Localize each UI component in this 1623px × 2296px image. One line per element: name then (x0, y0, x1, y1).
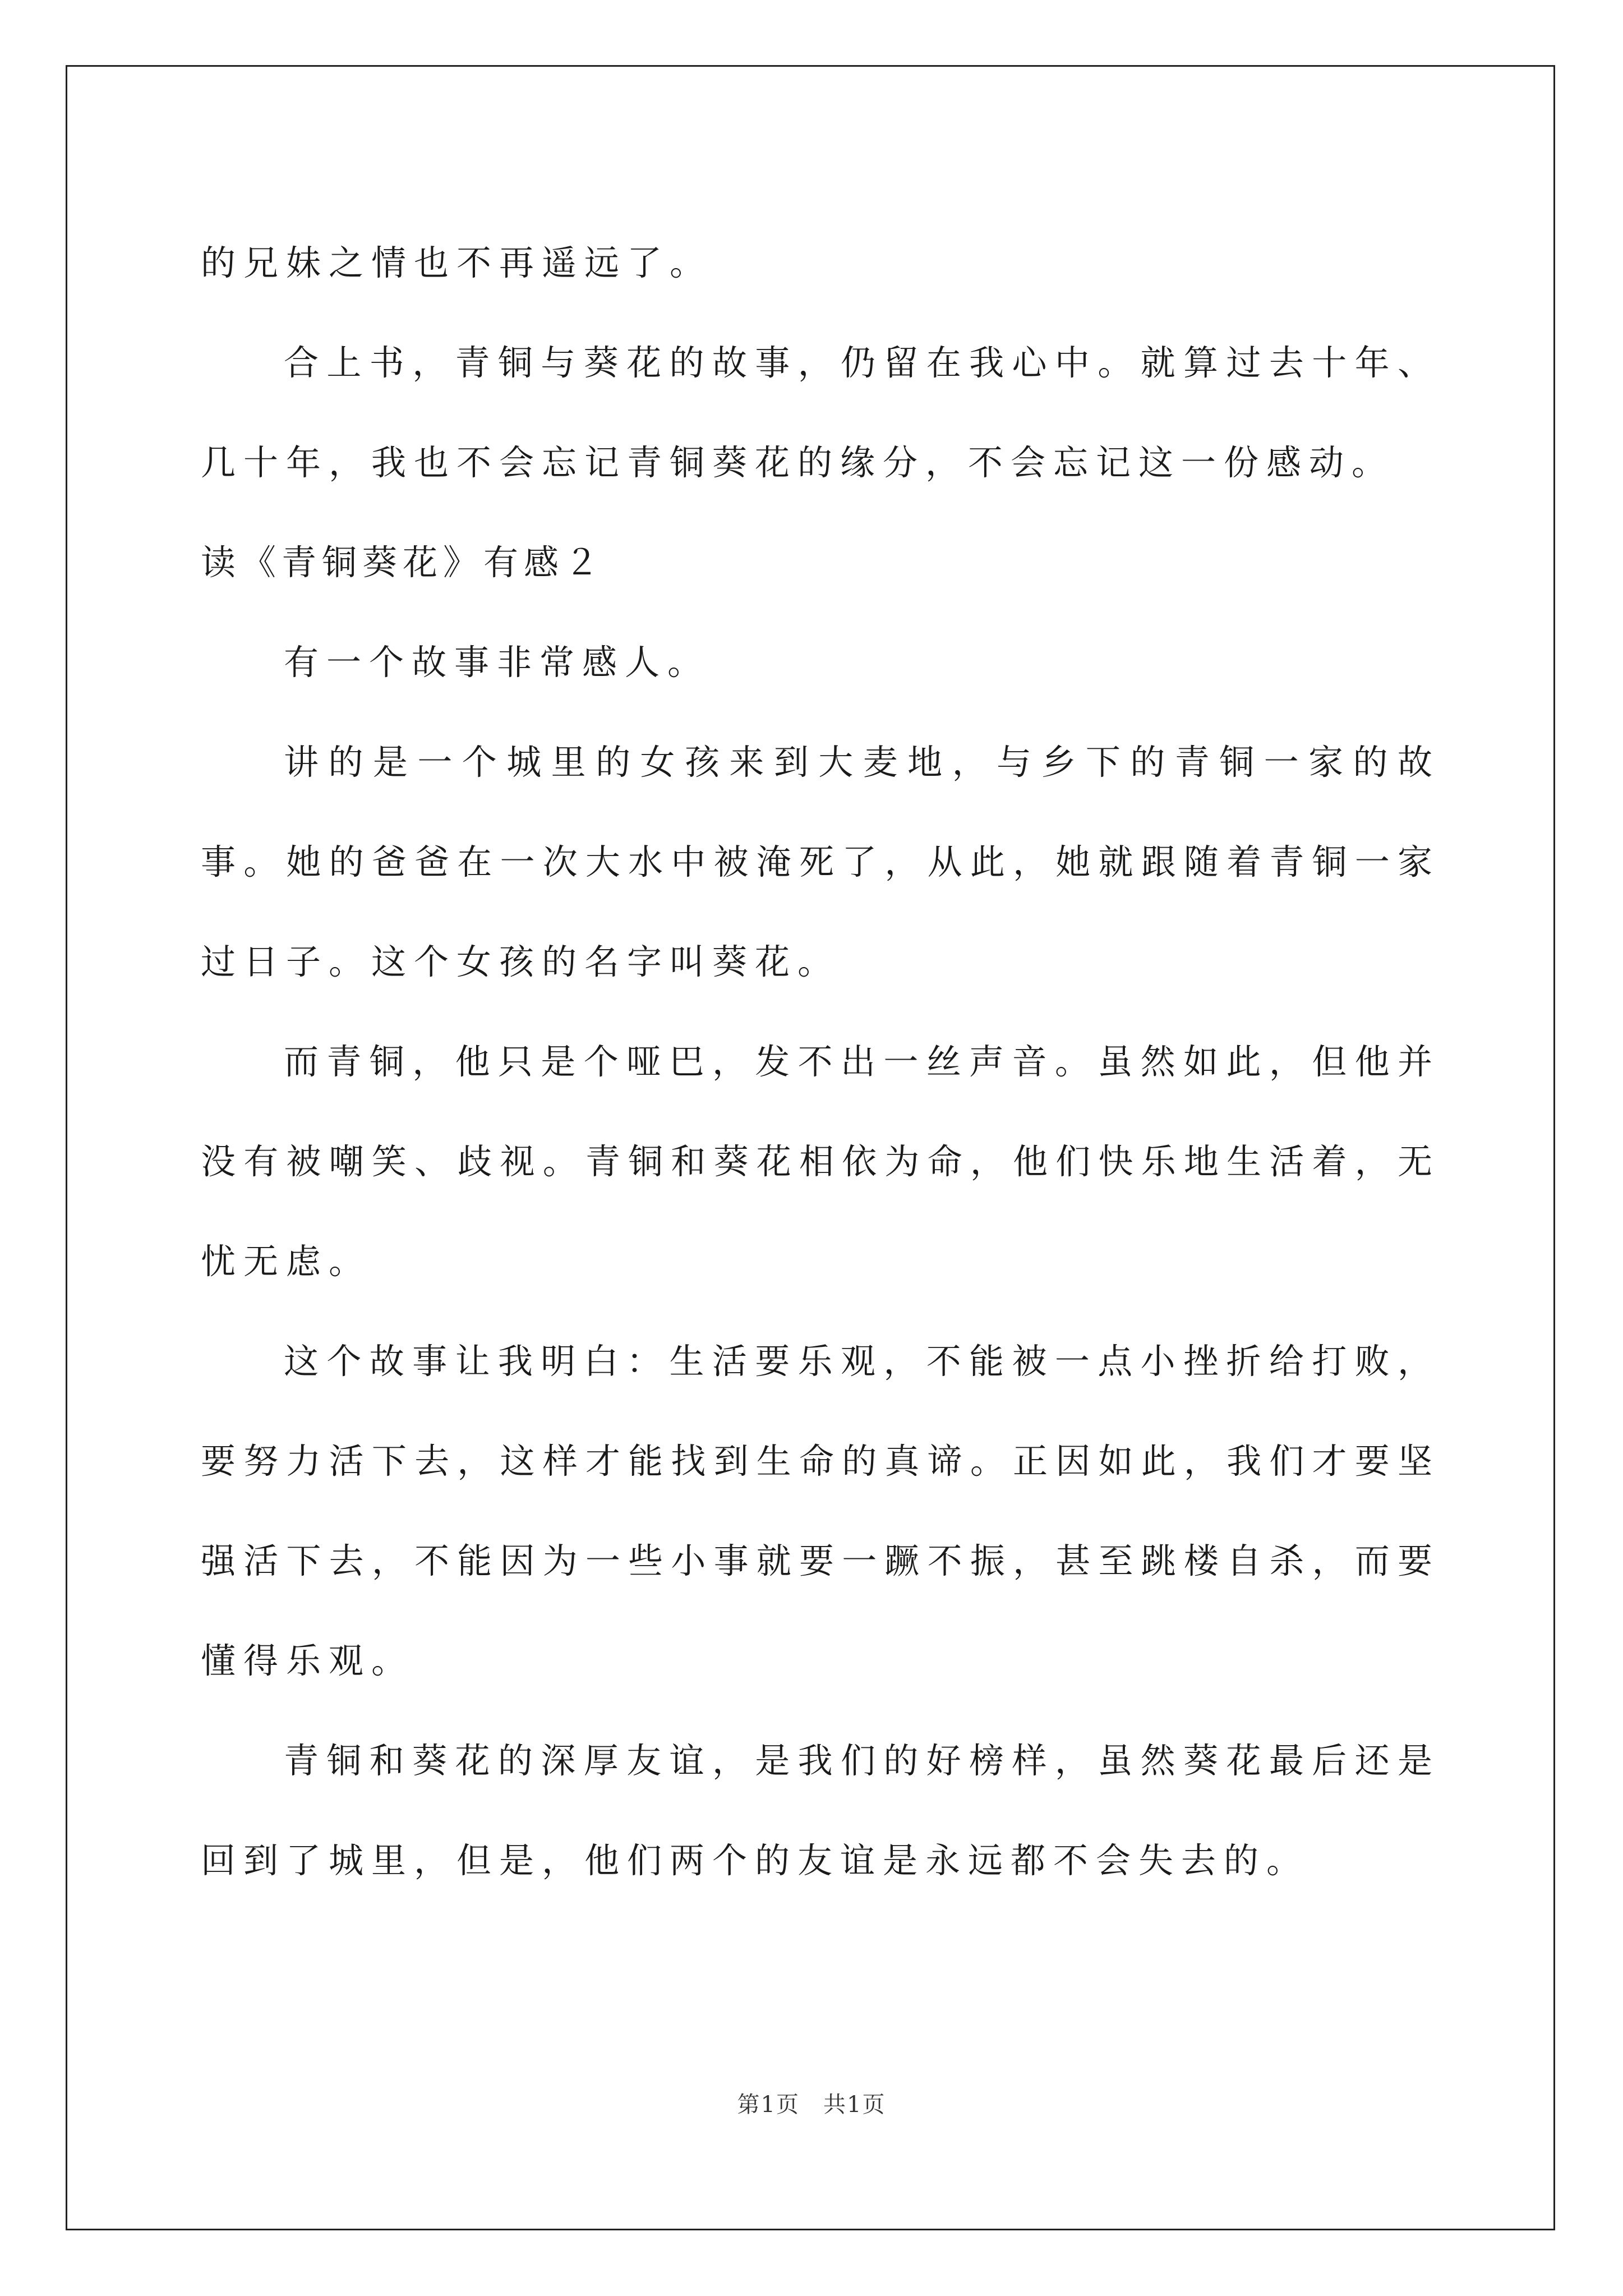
section-heading: 读《青铜葵花》有感２ (201, 542, 605, 583)
paragraph: 合上书，青铜与葵花的故事，仍留在我心中。就算过去十年、几十年，我也不会忘记青铜葵花的缘分，不会忘记这一份感动。 (201, 342, 1440, 483)
paragraph: 有一个故事非常感人。 (284, 642, 711, 683)
paragraph: 而青铜，他只是个哑巴，发不出一丝声音。虽然如此，但他并没有被嘲笑、歧视。青铜和葵花相依为命，他们快乐地生活着，无忧无虑。 (201, 1041, 1440, 1282)
paragraph-continuation: 的兄妹之情也不再遥远了。 (201, 242, 713, 283)
paragraph: 这个故事让我明白：生活要乐观，不能被一点小挫折给打败，要努力活下去，这样才能找到生命的真谛。正因如此，我们才要坚强活下去，不能因为一些小事就要一蹶不振，甚至跳楼自杀，而要懂得乐观。 (201, 1341, 1440, 1681)
document-body (201, 213, 1440, 1911)
page-footer: 第1页 共1页 (737, 2092, 886, 2118)
paragraph: 青铜和葵花的深厚友谊，是我们的好榜样，虽然葵花最后还是回到了城里，但是，他们两个的友谊是永远都不会失去的。 (201, 1740, 1440, 1881)
paragraph: 讲的是一个城里的女孩来到大麦地，与乡下的青铜一家的故事。她的爸爸在一次大水中被淹死了，从此，她就跟随着青铜一家过日子。这个女孩的名字叫葵花。 (201, 742, 1440, 982)
